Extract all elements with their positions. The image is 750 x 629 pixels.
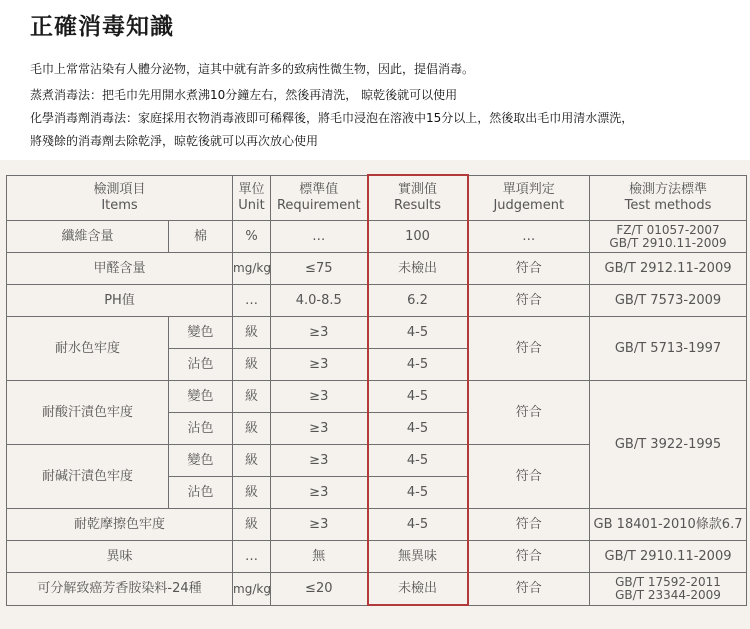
table-cell: 100 <box>368 221 468 253</box>
table-cell: 4-5 <box>368 317 468 349</box>
table-cell: ≤75 <box>271 253 368 285</box>
table-cell: ≥3 <box>271 445 368 477</box>
table-cell: ≥3 <box>271 477 368 509</box>
table-cell: ≤20 <box>271 573 368 606</box>
header-results: 實測值 Results <box>368 175 468 221</box>
table-cell: … <box>233 285 271 317</box>
table-cell: 沾色 <box>169 413 233 445</box>
table-cell: 4.0-8.5 <box>271 285 368 317</box>
table-cell: 變色 <box>169 445 233 477</box>
table-cell: 級 <box>233 317 271 349</box>
table-cell: 棉 <box>169 221 233 253</box>
table-cell: 4-5 <box>368 477 468 509</box>
table-cell: 沾色 <box>169 349 233 381</box>
table-cell: 4-5 <box>368 509 468 541</box>
table-cell: 符合 <box>468 445 590 509</box>
table-row <box>7 253 747 285</box>
table-cell: 變色 <box>169 317 233 349</box>
table-cell: 耐酸汗漬色牢度 <box>7 381 169 445</box>
table-cell: 級 <box>233 349 271 381</box>
table-cell: % <box>233 221 271 253</box>
table-cell: 變色 <box>169 381 233 413</box>
steam-method-paragraph: 蒸煮消毒法：把毛巾先用開水煮沸10分鐘左右，然後再清洗， 晾乾後就可以使用 <box>30 88 458 102</box>
header-requirement: 標準值 Requirement <box>271 175 368 221</box>
table-row <box>7 573 747 606</box>
table-cell: 符合 <box>468 317 590 381</box>
test-results-table <box>6 174 747 606</box>
table-cell: GB/T 7573-2009 <box>590 285 747 317</box>
chemical-method-paragraph-cont: 將殘餘的消毒劑去除乾淨，晾乾後就可以再次放心使用 <box>30 134 319 148</box>
table-cell: 級 <box>233 445 271 477</box>
table-header-row <box>7 175 747 221</box>
table-cell: 符合 <box>468 381 590 445</box>
table-cell: ≥3 <box>271 381 368 413</box>
header-unit: 單位 Unit <box>233 175 271 221</box>
table-cell: ≥3 <box>271 317 368 349</box>
table-cell: 符合 <box>468 541 590 573</box>
table-cell: 4-5 <box>368 349 468 381</box>
page-title: 正確消毒知識 <box>30 14 174 40</box>
table-cell: 4-5 <box>368 413 468 445</box>
chemical-method-paragraph: 化學消毒劑消毒法：家庭採用衣物消毒液即可稀釋後，將毛巾浸泡在溶液中15分以上，然後取出毛巾用清水漂洗， <box>30 111 634 125</box>
table-cell: GB/T 2910.11-2009 <box>590 541 747 573</box>
table-cell: 4-5 <box>368 381 468 413</box>
table-cell: ≥3 <box>271 509 368 541</box>
table-cell: 無異味 <box>368 541 468 573</box>
table-cell: 級 <box>233 413 271 445</box>
table-row <box>7 285 747 317</box>
table-cell: 級 <box>233 477 271 509</box>
table-cell: 級 <box>233 509 271 541</box>
table-row <box>7 509 747 541</box>
intro-paragraph: 毛巾上常常沾染有人體分泌物，這其中就有許多的致病性微生物，因此，提倡消毒。 <box>30 62 475 76</box>
table-cell: ≥3 <box>271 413 368 445</box>
table-cell: mg/kg <box>233 253 271 285</box>
table-cell: 耐水色牢度 <box>7 317 169 381</box>
table-cell: 甲醛含量 <box>7 253 233 285</box>
table-cell: ≥3 <box>271 349 368 381</box>
table-cell: … <box>271 221 368 253</box>
table-row <box>7 317 747 349</box>
table-cell: GB/T 17592-2011 GB/T 23344-2009 <box>590 573 747 606</box>
table-cell: … <box>468 221 590 253</box>
header-items: 檢測項目 Items <box>7 175 233 221</box>
table-cell: 異味 <box>7 541 233 573</box>
table-cell: mg/kg <box>233 573 271 606</box>
table-row <box>7 221 747 253</box>
table-cell: 無 <box>271 541 368 573</box>
table-cell: FZ/T 01057-2007 GB/T 2910.11-2009 <box>590 221 747 253</box>
header-judgement: 單項判定 Judgement <box>468 175 590 221</box>
table-cell: 符合 <box>468 509 590 541</box>
table-cell: GB/T 2912.11-2009 <box>590 253 747 285</box>
table-cell: 纖維含量 <box>7 221 169 253</box>
table-cell: 6.2 <box>368 285 468 317</box>
table-cell: 耐乾摩擦色牢度 <box>7 509 233 541</box>
table-row <box>7 541 747 573</box>
table-cell: PH值 <box>7 285 233 317</box>
table-cell: 未檢出 <box>368 253 468 285</box>
table-cell: 級 <box>233 381 271 413</box>
table-cell: GB/T 5713-1997 <box>590 317 747 381</box>
table-cell: 符合 <box>468 253 590 285</box>
header-test-methods: 檢測方法標準 Test methods <box>590 175 747 221</box>
table-cell: GB 18401-2010條款6.7 <box>590 509 747 541</box>
table-cell: 未檢出 <box>368 573 468 606</box>
table-cell: 沾色 <box>169 477 233 509</box>
table-cell: 符合 <box>468 573 590 606</box>
table-cell: GB/T 3922-1995 <box>590 381 747 509</box>
table-cell: … <box>233 541 271 573</box>
table-cell: 耐碱汗漬色牢度 <box>7 445 169 509</box>
table-cell: 4-5 <box>368 445 468 477</box>
table-cell: 符合 <box>468 285 590 317</box>
table-row <box>7 381 747 413</box>
table-cell: 可分解致癌芳香胺染料-24種 <box>7 573 233 606</box>
